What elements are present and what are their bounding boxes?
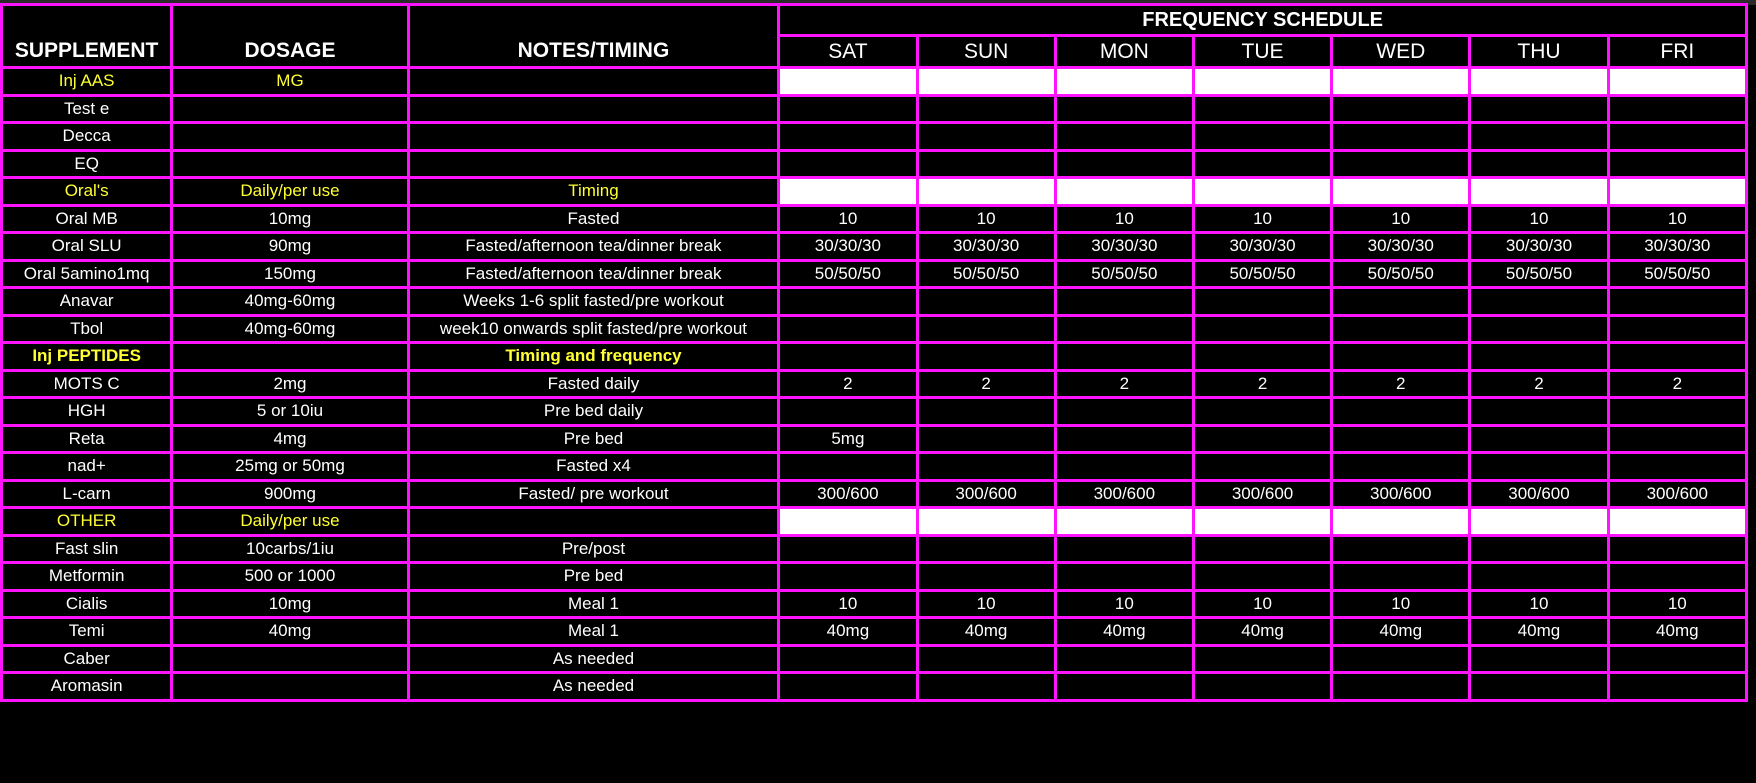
day-cell-thu[interactable]: 300/600 <box>1470 480 1608 508</box>
day-cell-mon[interactable]: 10 <box>1055 205 1193 233</box>
day-cell-thu[interactable]: 10 <box>1470 590 1608 618</box>
day-cell-sun[interactable] <box>917 123 1055 151</box>
day-cell-fri[interactable]: 30/30/30 <box>1608 233 1746 261</box>
day-cell-thu[interactable]: 10 <box>1470 205 1608 233</box>
dosage-cell[interactable]: 90mg <box>172 233 408 261</box>
day-cell-tue[interactable]: 2 <box>1193 370 1331 398</box>
day-cell-mon[interactable] <box>1055 398 1193 426</box>
supplement-cell[interactable]: EQ <box>2 150 172 178</box>
day-cell-fri[interactable] <box>1608 645 1746 673</box>
day-cell-sat[interactable] <box>779 95 917 123</box>
day-cell-fri[interactable] <box>1608 95 1746 123</box>
dosage-cell[interactable]: 5 or 10iu <box>172 398 408 426</box>
dosage-cell[interactable]: 25mg or 50mg <box>172 453 408 481</box>
day-cell-tue[interactable]: 40mg <box>1193 618 1331 646</box>
dosage-cell[interactable]: Daily/per use <box>172 178 408 206</box>
day-cell-sun[interactable] <box>917 68 1055 96</box>
table-row <box>2 205 1747 233</box>
day-cell-fri[interactable]: 2 <box>1608 370 1746 398</box>
day-cell-tue[interactable] <box>1193 178 1331 206</box>
supplement-cell[interactable]: MOTS C <box>2 370 172 398</box>
day-cell-thu[interactable] <box>1470 123 1608 151</box>
notes-cell[interactable]: Timing <box>408 178 779 206</box>
supplement-schedule-table <box>0 3 1748 702</box>
day-cell-sat[interactable] <box>779 123 917 151</box>
day-cell-tue[interactable] <box>1193 645 1331 673</box>
day-cell-sat[interactable] <box>779 673 917 701</box>
day-cell-sun[interactable] <box>917 288 1055 316</box>
day-cell-wed[interactable] <box>1332 315 1470 343</box>
day-cell-thu[interactable] <box>1470 563 1608 591</box>
day-cell-mon[interactable] <box>1055 673 1193 701</box>
day-cell-mon[interactable] <box>1055 315 1193 343</box>
day-cell-thu[interactable] <box>1470 673 1608 701</box>
day-cell-wed[interactable]: 10 <box>1332 590 1470 618</box>
day-cell-sat[interactable] <box>779 68 917 96</box>
supplement-cell[interactable]: nad+ <box>2 453 172 481</box>
notes-cell[interactable]: Fasted <box>408 205 779 233</box>
notes-cell[interactable]: As needed <box>408 645 779 673</box>
supplement-header: SUPPLEMENT <box>2 5 172 68</box>
notes-cell[interactable]: Pre bed <box>408 563 779 591</box>
day-cell-tue[interactable] <box>1193 398 1331 426</box>
day-cell-sun[interactable]: 10 <box>917 205 1055 233</box>
supplement-cell[interactable]: Caber <box>2 645 172 673</box>
day-cell-wed[interactable] <box>1332 178 1470 206</box>
day-cell-thu[interactable] <box>1470 535 1608 563</box>
notes-cell[interactable]: Fasted/afternoon tea/dinner break <box>408 260 779 288</box>
day-cell-mon[interactable] <box>1055 150 1193 178</box>
supplement-cell[interactable]: Oral's <box>2 178 172 206</box>
dosage-cell[interactable]: MG <box>172 68 408 96</box>
supplement-cell[interactable]: L-carn <box>2 480 172 508</box>
day-cell-fri[interactable] <box>1608 68 1746 96</box>
supplement-cell[interactable]: Inj PEPTIDES <box>2 343 172 371</box>
day-cell-fri[interactable]: 10 <box>1608 205 1746 233</box>
day-cell-mon[interactable] <box>1055 95 1193 123</box>
supplement-cell[interactable]: Metformin <box>2 563 172 591</box>
dosage-cell[interactable] <box>172 645 408 673</box>
day-cell-sun[interactable] <box>917 343 1055 371</box>
notes-cell[interactable]: Meal 1 <box>408 590 779 618</box>
day-cell-sun[interactable] <box>917 178 1055 206</box>
day-cell-sun[interactable] <box>917 645 1055 673</box>
day-cell-fri[interactable] <box>1608 178 1746 206</box>
day-cell-sun[interactable] <box>917 453 1055 481</box>
table-row <box>2 535 1747 563</box>
day-cell-mon[interactable] <box>1055 425 1193 453</box>
day-header-wed: WED <box>1332 36 1470 68</box>
day-cell-tue[interactable]: 10 <box>1193 205 1331 233</box>
day-cell-fri[interactable]: 300/600 <box>1608 480 1746 508</box>
supplement-cell[interactable]: OTHER <box>2 508 172 536</box>
day-cell-thu[interactable] <box>1470 398 1608 426</box>
day-cell-mon[interactable] <box>1055 563 1193 591</box>
dosage-cell[interactable]: 40mg-60mg <box>172 288 408 316</box>
day-cell-sat[interactable]: 5mg <box>779 425 917 453</box>
dosage-cell[interactable] <box>172 123 408 151</box>
supplement-cell[interactable]: Fast slin <box>2 535 172 563</box>
section-row <box>2 343 1747 371</box>
frequency-schedule-header: FREQUENCY SCHEDULE <box>779 5 1747 36</box>
day-cell-thu[interactable] <box>1470 95 1608 123</box>
day-cell-mon[interactable]: 30/30/30 <box>1055 233 1193 261</box>
day-cell-fri[interactable] <box>1608 673 1746 701</box>
table-row <box>2 425 1747 453</box>
day-cell-tue[interactable]: 10 <box>1193 590 1331 618</box>
day-cell-tue[interactable] <box>1193 453 1331 481</box>
day-cell-mon[interactable]: 40mg <box>1055 618 1193 646</box>
day-cell-sun[interactable] <box>917 563 1055 591</box>
day-cell-wed[interactable]: 30/30/30 <box>1332 233 1470 261</box>
section-row <box>2 68 1747 96</box>
day-cell-wed[interactable]: 2 <box>1332 370 1470 398</box>
day-cell-wed[interactable] <box>1332 288 1470 316</box>
day-cell-thu[interactable] <box>1470 425 1608 453</box>
day-cell-thu[interactable] <box>1470 68 1608 96</box>
day-cell-sat[interactable] <box>779 343 917 371</box>
day-cell-mon[interactable] <box>1055 535 1193 563</box>
day-cell-wed[interactable] <box>1332 68 1470 96</box>
day-cell-sat[interactable]: 2 <box>779 370 917 398</box>
day-cell-wed[interactable] <box>1332 343 1470 371</box>
dosage-cell[interactable]: 10mg <box>172 205 408 233</box>
day-cell-mon[interactable] <box>1055 123 1193 151</box>
day-cell-fri[interactable] <box>1608 535 1746 563</box>
day-cell-tue[interactable] <box>1193 95 1331 123</box>
day-cell-tue[interactable] <box>1193 508 1331 536</box>
supplement-cell[interactable]: Cialis <box>2 590 172 618</box>
day-cell-sat[interactable] <box>779 453 917 481</box>
day-cell-sat[interactable] <box>779 645 917 673</box>
day-cell-fri[interactable] <box>1608 343 1746 371</box>
day-cell-sun[interactable] <box>917 95 1055 123</box>
dosage-cell[interactable]: 500 or 1000 <box>172 563 408 591</box>
day-cell-sun[interactable] <box>917 508 1055 536</box>
day-cell-sat[interactable] <box>779 315 917 343</box>
day-cell-wed[interactable] <box>1332 673 1470 701</box>
supplement-cell[interactable]: Oral MB <box>2 205 172 233</box>
table-row <box>2 315 1747 343</box>
day-cell-thu[interactable] <box>1470 343 1608 371</box>
day-cell-sat[interactable] <box>779 288 917 316</box>
day-cell-mon[interactable] <box>1055 178 1193 206</box>
day-cell-thu[interactable] <box>1470 150 1608 178</box>
day-cell-tue[interactable]: 30/30/30 <box>1193 233 1331 261</box>
dosage-cell[interactable] <box>172 673 408 701</box>
day-cell-thu[interactable]: 40mg <box>1470 618 1608 646</box>
dosage-cell[interactable]: 900mg <box>172 480 408 508</box>
day-cell-mon[interactable] <box>1055 453 1193 481</box>
day-cell-tue[interactable] <box>1193 123 1331 151</box>
day-cell-tue[interactable] <box>1193 288 1331 316</box>
day-cell-mon[interactable]: 300/600 <box>1055 480 1193 508</box>
header-row-1 <box>2 5 1747 36</box>
supplement-cell[interactable]: Aromasin <box>2 673 172 701</box>
dosage-cell[interactable]: 10carbs/1iu <box>172 535 408 563</box>
dosage-cell[interactable]: Daily/per use <box>172 508 408 536</box>
day-cell-wed[interactable]: 50/50/50 <box>1332 260 1470 288</box>
day-cell-sat[interactable]: 40mg <box>779 618 917 646</box>
day-cell-thu[interactable]: 50/50/50 <box>1470 260 1608 288</box>
day-cell-wed[interactable]: 40mg <box>1332 618 1470 646</box>
dosage-cell[interactable]: 2mg <box>172 370 408 398</box>
day-cell-thu[interactable] <box>1470 453 1608 481</box>
day-cell-tue[interactable] <box>1193 68 1331 96</box>
day-header-fri: FRI <box>1608 36 1746 68</box>
day-cell-wed[interactable]: 300/600 <box>1332 480 1470 508</box>
day-cell-mon[interactable]: 10 <box>1055 590 1193 618</box>
supplement-cell[interactable]: Tbol <box>2 315 172 343</box>
day-cell-fri[interactable] <box>1608 425 1746 453</box>
notes-cell[interactable]: Timing and frequency <box>408 343 779 371</box>
day-cell-wed[interactable] <box>1332 425 1470 453</box>
dosage-cell[interactable]: 10mg <box>172 590 408 618</box>
day-cell-mon[interactable] <box>1055 645 1193 673</box>
day-cell-thu[interactable] <box>1470 645 1608 673</box>
day-header-sun: SUN <box>917 36 1055 68</box>
day-cell-tue[interactable] <box>1193 563 1331 591</box>
day-cell-thu[interactable] <box>1470 508 1608 536</box>
supplement-cell[interactable]: Oral SLU <box>2 233 172 261</box>
notes-cell[interactable]: Fasted x4 <box>408 453 779 481</box>
table-row <box>2 123 1747 151</box>
table-row <box>2 95 1747 123</box>
day-cell-sun[interactable] <box>917 150 1055 178</box>
day-cell-fri[interactable]: 40mg <box>1608 618 1746 646</box>
day-cell-fri[interactable]: 10 <box>1608 590 1746 618</box>
day-cell-sun[interactable]: 40mg <box>917 618 1055 646</box>
notes-header: NOTES/TIMING <box>408 5 779 68</box>
day-cell-sat[interactable] <box>779 150 917 178</box>
table-row <box>2 370 1747 398</box>
day-cell-sat[interactable] <box>779 508 917 536</box>
day-cell-sat[interactable] <box>779 563 917 591</box>
day-cell-sat[interactable]: 50/50/50 <box>779 260 917 288</box>
day-cell-sat[interactable]: 30/30/30 <box>779 233 917 261</box>
day-cell-sun[interactable] <box>917 315 1055 343</box>
table-row <box>2 645 1747 673</box>
dosage-header: DOSAGE <box>172 5 408 68</box>
supplement-cell[interactable]: Decca <box>2 123 172 151</box>
table-row <box>2 453 1747 481</box>
day-cell-sat[interactable]: 300/600 <box>779 480 917 508</box>
day-cell-sat[interactable] <box>779 535 917 563</box>
day-header-mon: MON <box>1055 36 1193 68</box>
day-cell-tue[interactable] <box>1193 150 1331 178</box>
day-cell-wed[interactable] <box>1332 645 1470 673</box>
notes-cell[interactable]: Meal 1 <box>408 618 779 646</box>
day-cell-sun[interactable] <box>917 673 1055 701</box>
day-cell-wed[interactable] <box>1332 398 1470 426</box>
supplement-cell[interactable]: Inj AAS <box>2 68 172 96</box>
day-cell-mon[interactable] <box>1055 343 1193 371</box>
day-cell-fri[interactable] <box>1608 398 1746 426</box>
supplement-cell[interactable]: Oral 5amino1mq <box>2 260 172 288</box>
supplement-cell[interactable]: Anavar <box>2 288 172 316</box>
day-cell-mon[interactable] <box>1055 288 1193 316</box>
dosage-cell[interactable] <box>172 343 408 371</box>
day-cell-sun[interactable]: 300/600 <box>917 480 1055 508</box>
table-row <box>2 618 1747 646</box>
notes-cell[interactable]: Fasted daily <box>408 370 779 398</box>
day-header-thu: THU <box>1470 36 1608 68</box>
day-cell-wed[interactable] <box>1332 95 1470 123</box>
day-cell-sun[interactable]: 50/50/50 <box>917 260 1055 288</box>
notes-cell[interactable]: Fasted/afternoon tea/dinner break <box>408 233 779 261</box>
notes-cell[interactable]: Pre bed daily <box>408 398 779 426</box>
notes-cell[interactable] <box>408 95 779 123</box>
day-cell-sun[interactable] <box>917 398 1055 426</box>
day-cell-wed[interactable] <box>1332 150 1470 178</box>
dosage-cell[interactable] <box>172 150 408 178</box>
notes-cell[interactable]: Pre/post <box>408 535 779 563</box>
table-row <box>2 260 1747 288</box>
day-cell-tue[interactable]: 50/50/50 <box>1193 260 1331 288</box>
day-cell-fri[interactable] <box>1608 508 1746 536</box>
day-cell-tue[interactable] <box>1193 673 1331 701</box>
day-cell-mon[interactable]: 2 <box>1055 370 1193 398</box>
notes-cell[interactable] <box>408 68 779 96</box>
table-row <box>2 398 1747 426</box>
day-cell-thu[interactable] <box>1470 315 1608 343</box>
notes-cell[interactable]: As needed <box>408 673 779 701</box>
table-row <box>2 563 1747 591</box>
notes-cell[interactable]: Weeks 1-6 split fasted/pre workout <box>408 288 779 316</box>
notes-cell[interactable] <box>408 508 779 536</box>
day-cell-sat[interactable] <box>779 178 917 206</box>
day-cell-sun[interactable]: 10 <box>917 590 1055 618</box>
day-cell-fri[interactable] <box>1608 453 1746 481</box>
dosage-cell[interactable]: 150mg <box>172 260 408 288</box>
day-cell-mon[interactable] <box>1055 68 1193 96</box>
day-cell-thu[interactable]: 2 <box>1470 370 1608 398</box>
day-cell-fri[interactable] <box>1608 123 1746 151</box>
day-cell-tue[interactable] <box>1193 315 1331 343</box>
day-cell-sun[interactable]: 2 <box>917 370 1055 398</box>
day-cell-wed[interactable] <box>1332 453 1470 481</box>
day-cell-fri[interactable] <box>1608 563 1746 591</box>
day-cell-sat[interactable]: 10 <box>779 205 917 233</box>
notes-cell[interactable] <box>408 123 779 151</box>
day-cell-fri[interactable] <box>1608 288 1746 316</box>
day-cell-tue[interactable] <box>1193 343 1331 371</box>
day-cell-fri[interactable] <box>1608 315 1746 343</box>
supplement-cell[interactable]: Test e <box>2 95 172 123</box>
section-row <box>2 508 1747 536</box>
table-row <box>2 288 1747 316</box>
day-header-tue: TUE <box>1193 36 1331 68</box>
dosage-cell[interactable] <box>172 95 408 123</box>
supplement-cell[interactable]: HGH <box>2 398 172 426</box>
dosage-cell[interactable]: 40mg-60mg <box>172 315 408 343</box>
day-cell-mon[interactable] <box>1055 508 1193 536</box>
day-cell-mon[interactable]: 50/50/50 <box>1055 260 1193 288</box>
day-cell-sun[interactable]: 30/30/30 <box>917 233 1055 261</box>
table-body <box>2 68 1747 701</box>
notes-cell[interactable] <box>408 150 779 178</box>
day-cell-tue[interactable] <box>1193 535 1331 563</box>
day-cell-tue[interactable] <box>1193 425 1331 453</box>
section-row <box>2 178 1747 206</box>
day-cell-wed[interactable] <box>1332 563 1470 591</box>
supplement-cell[interactable]: Temi <box>2 618 172 646</box>
table-row <box>2 590 1747 618</box>
day-cell-sun[interactable] <box>917 425 1055 453</box>
day-cell-fri[interactable] <box>1608 150 1746 178</box>
table-row <box>2 673 1747 701</box>
day-header-sat: SAT <box>779 36 917 68</box>
table-row <box>2 233 1747 261</box>
day-cell-sun[interactable] <box>917 535 1055 563</box>
day-cell-thu[interactable] <box>1470 288 1608 316</box>
day-cell-sat[interactable]: 10 <box>779 590 917 618</box>
notes-cell[interactable]: Fasted/ pre workout <box>408 480 779 508</box>
dosage-cell[interactable]: 4mg <box>172 425 408 453</box>
day-cell-thu[interactable] <box>1470 178 1608 206</box>
day-cell-wed[interactable] <box>1332 508 1470 536</box>
notes-cell[interactable]: Pre bed <box>408 425 779 453</box>
day-cell-wed[interactable] <box>1332 535 1470 563</box>
notes-cell[interactable]: week10 onwards split fasted/pre workout <box>408 315 779 343</box>
supplement-cell[interactable]: Reta <box>2 425 172 453</box>
table-row <box>2 480 1747 508</box>
day-cell-fri[interactable]: 50/50/50 <box>1608 260 1746 288</box>
day-cell-wed[interactable] <box>1332 123 1470 151</box>
dosage-cell[interactable]: 40mg <box>172 618 408 646</box>
day-cell-sat[interactable] <box>779 398 917 426</box>
day-cell-tue[interactable]: 300/600 <box>1193 480 1331 508</box>
day-cell-thu[interactable]: 30/30/30 <box>1470 233 1608 261</box>
table-row <box>2 150 1747 178</box>
day-cell-wed[interactable]: 10 <box>1332 205 1470 233</box>
